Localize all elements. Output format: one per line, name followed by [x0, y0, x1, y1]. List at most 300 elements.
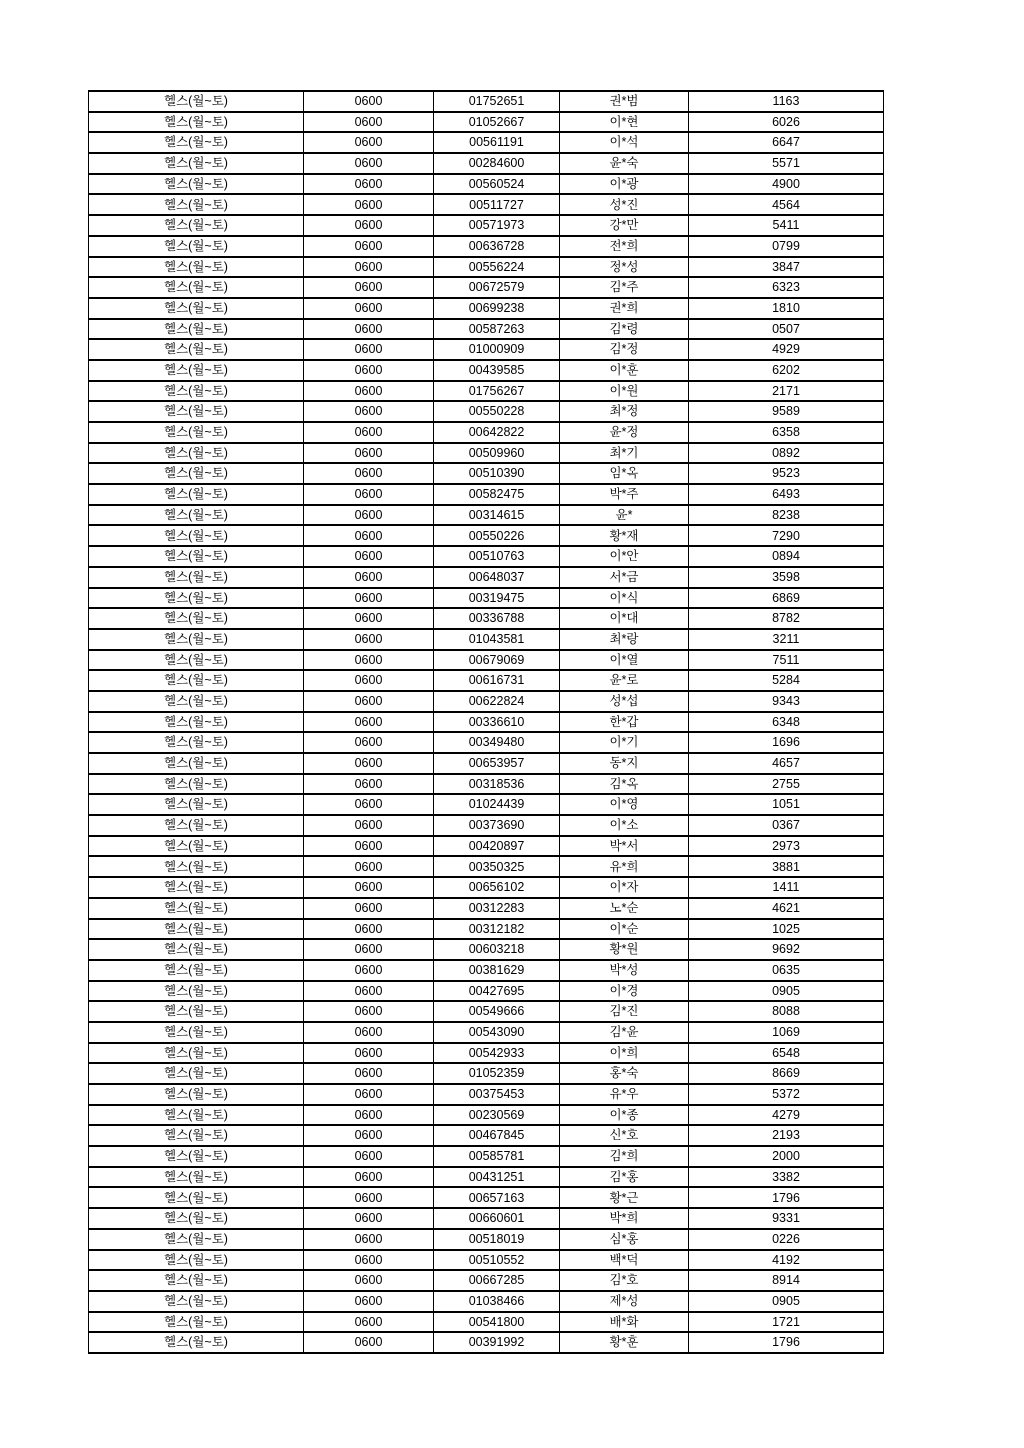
table-row: [89, 1022, 884, 1043]
cell-member-id: 00656102: [434, 877, 560, 898]
cell-member-id: 00314615: [434, 505, 560, 526]
table-row: [89, 153, 884, 174]
cell-time: 0600: [304, 319, 434, 340]
cell-time: 0600: [304, 1105, 434, 1126]
cell-code: 0905: [689, 1291, 884, 1312]
cell-member-id: 00543090: [434, 1022, 560, 1043]
cell-member-id: 00585781: [434, 1146, 560, 1167]
cell-name: 성*진: [560, 194, 689, 215]
cell-name: 이*원: [560, 381, 689, 402]
cell-code: 6026: [689, 112, 884, 133]
cell-program: 헬스(월~토): [89, 132, 304, 153]
cell-program: 헬스(월~토): [89, 836, 304, 857]
table-row: [89, 753, 884, 774]
cell-name: 이*안: [560, 546, 689, 567]
cell-code: 0894: [689, 546, 884, 567]
cell-time: 0600: [304, 898, 434, 919]
cell-program: 헬스(월~토): [89, 484, 304, 505]
cell-time: 0600: [304, 1270, 434, 1291]
table-row: [89, 174, 884, 195]
cell-program: 헬스(월~토): [89, 815, 304, 836]
cell-name: 윤*: [560, 505, 689, 526]
cell-time: 0600: [304, 960, 434, 981]
cell-program: 헬스(월~토): [89, 1105, 304, 1126]
cell-member-id: 00603218: [434, 939, 560, 960]
cell-name: 황*근: [560, 1187, 689, 1208]
cell-time: 0600: [304, 670, 434, 691]
table-row: [89, 319, 884, 340]
cell-time: 0600: [304, 856, 434, 877]
cell-code: 0226: [689, 1229, 884, 1250]
cell-code: 2973: [689, 836, 884, 857]
cell-name: 이*광: [560, 174, 689, 195]
roster-table-body: [89, 91, 884, 1353]
cell-member-id: 01756267: [434, 381, 560, 402]
cell-member-id: 00636728: [434, 236, 560, 257]
cell-member-id: 00571973: [434, 215, 560, 236]
cell-code: 8238: [689, 505, 884, 526]
cell-name: 최*기: [560, 443, 689, 464]
table-row: [89, 401, 884, 422]
cell-member-id: 00660601: [434, 1208, 560, 1229]
cell-time: 0600: [304, 608, 434, 629]
cell-code: 0799: [689, 236, 884, 257]
cell-code: 5284: [689, 670, 884, 691]
cell-name: 한*갑: [560, 712, 689, 733]
cell-member-id: 00350325: [434, 856, 560, 877]
cell-program: 헬스(월~토): [89, 381, 304, 402]
cell-name: 유*우: [560, 1084, 689, 1105]
cell-code: 1796: [689, 1187, 884, 1208]
table-row: [89, 856, 884, 877]
table-row: [89, 422, 884, 443]
cell-code: 0892: [689, 443, 884, 464]
cell-member-id: 00699238: [434, 298, 560, 319]
table-row: [89, 1332, 884, 1353]
cell-time: 0600: [304, 257, 434, 278]
cell-name: 이*자: [560, 877, 689, 898]
cell-time: 0600: [304, 774, 434, 795]
cell-time: 0600: [304, 1001, 434, 1022]
cell-time: 0600: [304, 588, 434, 609]
cell-code: 4279: [689, 1105, 884, 1126]
cell-name: 박*서: [560, 836, 689, 857]
cell-code: 5571: [689, 153, 884, 174]
cell-name: 홍*숙: [560, 1063, 689, 1084]
cell-time: 0600: [304, 939, 434, 960]
cell-name: 노*순: [560, 898, 689, 919]
cell-program: 헬스(월~토): [89, 236, 304, 257]
cell-name: 이*희: [560, 1043, 689, 1064]
cell-name: 이*석: [560, 132, 689, 153]
cell-time: 0600: [304, 1229, 434, 1250]
cell-time: 0600: [304, 505, 434, 526]
cell-member-id: 00336788: [434, 608, 560, 629]
cell-program: 헬스(월~토): [89, 1022, 304, 1043]
cell-member-id: 01052667: [434, 112, 560, 133]
cell-name: 권*범: [560, 91, 689, 112]
table-row: [89, 981, 884, 1002]
table-row: [89, 1043, 884, 1064]
cell-time: 0600: [304, 1043, 434, 1064]
cell-member-id: 01000909: [434, 339, 560, 360]
cell-member-id: 00511727: [434, 194, 560, 215]
cell-time: 0600: [304, 691, 434, 712]
cell-name: 이*경: [560, 981, 689, 1002]
table-row: [89, 670, 884, 691]
table-row: [89, 1084, 884, 1105]
cell-code: 2193: [689, 1125, 884, 1146]
cell-code: 3847: [689, 257, 884, 278]
cell-program: 헬스(월~토): [89, 1125, 304, 1146]
cell-program: 헬스(월~토): [89, 1063, 304, 1084]
cell-code: 9523: [689, 463, 884, 484]
cell-program: 헬스(월~토): [89, 898, 304, 919]
cell-program: 헬스(월~토): [89, 298, 304, 319]
cell-name: 이*열: [560, 650, 689, 671]
table-row: [89, 1167, 884, 1188]
cell-name: 김*윤: [560, 1022, 689, 1043]
cell-code: 4564: [689, 194, 884, 215]
cell-time: 0600: [304, 1063, 434, 1084]
cell-program: 헬스(월~토): [89, 174, 304, 195]
cell-program: 헬스(월~토): [89, 1250, 304, 1271]
cell-code: 8088: [689, 1001, 884, 1022]
cell-time: 0600: [304, 732, 434, 753]
cell-code: 1721: [689, 1312, 884, 1333]
cell-program: 헬스(월~토): [89, 774, 304, 795]
cell-name: 김*홍: [560, 1167, 689, 1188]
cell-time: 0600: [304, 194, 434, 215]
table-row: [89, 608, 884, 629]
cell-program: 헬스(월~토): [89, 732, 304, 753]
cell-time: 0600: [304, 381, 434, 402]
cell-member-id: 00431251: [434, 1167, 560, 1188]
table-row: [89, 629, 884, 650]
cell-program: 헬스(월~토): [89, 981, 304, 1002]
cell-program: 헬스(월~토): [89, 1312, 304, 1333]
cell-program: 헬스(월~토): [89, 1187, 304, 1208]
cell-name: 황*원: [560, 939, 689, 960]
cell-time: 0600: [304, 1084, 434, 1105]
cell-name: 김*호: [560, 1270, 689, 1291]
cell-code: 0905: [689, 981, 884, 1002]
table-row: [89, 774, 884, 795]
cell-time: 0600: [304, 753, 434, 774]
table-row: [89, 588, 884, 609]
cell-program: 헬스(월~토): [89, 1167, 304, 1188]
cell-name: 윤*로: [560, 670, 689, 691]
cell-program: 헬스(월~토): [89, 670, 304, 691]
table-row: [89, 525, 884, 546]
cell-time: 0600: [304, 1250, 434, 1271]
table-row: [89, 836, 884, 857]
cell-code: 2171: [689, 381, 884, 402]
cell-code: 0367: [689, 815, 884, 836]
cell-code: 8782: [689, 608, 884, 629]
cell-code: 6202: [689, 360, 884, 381]
cell-name: 이*기: [560, 732, 689, 753]
cell-time: 0600: [304, 794, 434, 815]
cell-time: 0600: [304, 525, 434, 546]
cell-program: 헬스(월~토): [89, 443, 304, 464]
cell-time: 0600: [304, 1187, 434, 1208]
cell-member-id: 00653957: [434, 753, 560, 774]
cell-code: 9589: [689, 401, 884, 422]
cell-program: 헬스(월~토): [89, 277, 304, 298]
cell-program: 헬스(월~토): [89, 463, 304, 484]
table-row: [89, 215, 884, 236]
cell-code: 8669: [689, 1063, 884, 1084]
cell-time: 0600: [304, 919, 434, 940]
cell-member-id: 00336610: [434, 712, 560, 733]
cell-time: 0600: [304, 546, 434, 567]
cell-member-id: 00672579: [434, 277, 560, 298]
cell-name: 김*주: [560, 277, 689, 298]
cell-code: 2000: [689, 1146, 884, 1167]
table-row: [89, 298, 884, 319]
cell-code: 9692: [689, 939, 884, 960]
cell-name: 황*재: [560, 525, 689, 546]
cell-member-id: 00550226: [434, 525, 560, 546]
cell-member-id: 01052359: [434, 1063, 560, 1084]
table-row: [89, 650, 884, 671]
table-row: [89, 691, 884, 712]
cell-name: 권*희: [560, 298, 689, 319]
cell-name: 배*화: [560, 1312, 689, 1333]
table-row: [89, 1250, 884, 1271]
table-row: [89, 277, 884, 298]
cell-time: 0600: [304, 650, 434, 671]
cell-name: 이*대: [560, 608, 689, 629]
cell-time: 0600: [304, 339, 434, 360]
table-row: [89, 1125, 884, 1146]
cell-time: 0600: [304, 298, 434, 319]
cell-member-id: 00510552: [434, 1250, 560, 1271]
cell-time: 0600: [304, 360, 434, 381]
cell-member-id: 00318536: [434, 774, 560, 795]
table-row: [89, 257, 884, 278]
cell-time: 0600: [304, 1022, 434, 1043]
cell-code: 4929: [689, 339, 884, 360]
cell-time: 0600: [304, 629, 434, 650]
table-row: [89, 898, 884, 919]
cell-member-id: 00648037: [434, 567, 560, 588]
cell-member-id: 00616731: [434, 670, 560, 691]
table-row: [89, 381, 884, 402]
table-row: [89, 1063, 884, 1084]
cell-name: 김*진: [560, 1001, 689, 1022]
cell-program: 헬스(월~토): [89, 691, 304, 712]
cell-name: 김*령: [560, 319, 689, 340]
cell-name: 이*훈: [560, 360, 689, 381]
table-row: [89, 443, 884, 464]
cell-code: 6647: [689, 132, 884, 153]
cell-code: 0507: [689, 319, 884, 340]
table-row: [89, 1291, 884, 1312]
cell-name: 이*소: [560, 815, 689, 836]
table-row: [89, 112, 884, 133]
cell-time: 0600: [304, 215, 434, 236]
cell-time: 0600: [304, 1291, 434, 1312]
cell-name: 심*홍: [560, 1229, 689, 1250]
cell-name: 박*희: [560, 1208, 689, 1229]
cell-code: 0635: [689, 960, 884, 981]
table-row: [89, 339, 884, 360]
cell-member-id: 00679069: [434, 650, 560, 671]
cell-member-id: 01024439: [434, 794, 560, 815]
cell-name: 이*식: [560, 588, 689, 609]
cell-code: 1051: [689, 794, 884, 815]
cell-program: 헬스(월~토): [89, 257, 304, 278]
cell-name: 동*지: [560, 753, 689, 774]
cell-code: 6358: [689, 422, 884, 443]
cell-time: 0600: [304, 712, 434, 733]
cell-code: 4621: [689, 898, 884, 919]
cell-member-id: 00518019: [434, 1229, 560, 1250]
cell-time: 0600: [304, 153, 434, 174]
cell-time: 0600: [304, 1146, 434, 1167]
cell-time: 0600: [304, 112, 434, 133]
cell-code: 1163: [689, 91, 884, 112]
cell-program: 헬스(월~토): [89, 153, 304, 174]
cell-code: 6869: [689, 588, 884, 609]
cell-program: 헬스(월~토): [89, 1270, 304, 1291]
cell-program: 헬스(월~토): [89, 712, 304, 733]
cell-code: 7290: [689, 525, 884, 546]
cell-code: 6548: [689, 1043, 884, 1064]
cell-code: 6493: [689, 484, 884, 505]
cell-member-id: 00284600: [434, 153, 560, 174]
cell-time: 0600: [304, 1312, 434, 1333]
table-row: [89, 794, 884, 815]
cell-time: 0600: [304, 401, 434, 422]
cell-name: 김*정: [560, 339, 689, 360]
cell-code: 3598: [689, 567, 884, 588]
cell-time: 0600: [304, 1208, 434, 1229]
cell-member-id: 00657163: [434, 1187, 560, 1208]
table-row: [89, 919, 884, 940]
cell-code: 5372: [689, 1084, 884, 1105]
cell-member-id: 00312283: [434, 898, 560, 919]
cell-code: 4900: [689, 174, 884, 195]
table-row: [89, 132, 884, 153]
cell-code: 4657: [689, 753, 884, 774]
cell-member-id: 00642822: [434, 422, 560, 443]
cell-name: 윤*숙: [560, 153, 689, 174]
cell-member-id: 00427695: [434, 981, 560, 1002]
cell-program: 헬스(월~토): [89, 360, 304, 381]
table-row: [89, 1312, 884, 1333]
cell-member-id: 00420897: [434, 836, 560, 857]
table-row: [89, 484, 884, 505]
cell-member-id: 00622824: [434, 691, 560, 712]
cell-member-id: 00467845: [434, 1125, 560, 1146]
cell-code: 1411: [689, 877, 884, 898]
cell-member-id: 00561191: [434, 132, 560, 153]
table-row: [89, 815, 884, 836]
cell-member-id: 00381629: [434, 960, 560, 981]
cell-program: 헬스(월~토): [89, 629, 304, 650]
cell-member-id: 00391992: [434, 1332, 560, 1353]
cell-member-id: 00373690: [434, 815, 560, 836]
cell-time: 0600: [304, 277, 434, 298]
table-row: [89, 567, 884, 588]
cell-member-id: 00549666: [434, 1001, 560, 1022]
cell-program: 헬스(월~토): [89, 939, 304, 960]
cell-program: 헬스(월~토): [89, 112, 304, 133]
table-row: [89, 546, 884, 567]
cell-code: 1069: [689, 1022, 884, 1043]
cell-member-id: 00230569: [434, 1105, 560, 1126]
cell-member-id: 00439585: [434, 360, 560, 381]
cell-code: 3382: [689, 1167, 884, 1188]
cell-name: 전*희: [560, 236, 689, 257]
table-row: [89, 194, 884, 215]
table-row: [89, 877, 884, 898]
cell-member-id: 00667285: [434, 1270, 560, 1291]
cell-member-id: 00510763: [434, 546, 560, 567]
cell-code: 8914: [689, 1270, 884, 1291]
cell-member-id: 00349480: [434, 732, 560, 753]
cell-code: 6348: [689, 712, 884, 733]
cell-member-id: 01043581: [434, 629, 560, 650]
cell-program: 헬스(월~토): [89, 91, 304, 112]
cell-name: 김*희: [560, 1146, 689, 1167]
cell-time: 0600: [304, 463, 434, 484]
cell-program: 헬스(월~토): [89, 1146, 304, 1167]
cell-code: 1025: [689, 919, 884, 940]
cell-member-id: 00542933: [434, 1043, 560, 1064]
cell-member-id: 01752651: [434, 91, 560, 112]
cell-time: 0600: [304, 1167, 434, 1188]
cell-time: 0600: [304, 422, 434, 443]
cell-name: 성*섭: [560, 691, 689, 712]
cell-code: 1796: [689, 1332, 884, 1353]
cell-member-id: 01038466: [434, 1291, 560, 1312]
cell-code: 6323: [689, 277, 884, 298]
cell-code: 7511: [689, 650, 884, 671]
cell-name: 제*성: [560, 1291, 689, 1312]
table-row: [89, 1105, 884, 1126]
cell-name: 최*랑: [560, 629, 689, 650]
cell-member-id: 00510390: [434, 463, 560, 484]
cell-member-id: 00560524: [434, 174, 560, 195]
cell-name: 임*옥: [560, 463, 689, 484]
cell-member-id: 00541800: [434, 1312, 560, 1333]
cell-program: 헬스(월~토): [89, 794, 304, 815]
cell-time: 0600: [304, 174, 434, 195]
cell-program: 헬스(월~토): [89, 1084, 304, 1105]
cell-name: 이*영: [560, 794, 689, 815]
cell-program: 헬스(월~토): [89, 567, 304, 588]
cell-program: 헬스(월~토): [89, 1332, 304, 1353]
cell-member-id: 00550228: [434, 401, 560, 422]
table-row: [89, 712, 884, 733]
cell-code: 4192: [689, 1250, 884, 1271]
cell-program: 헬스(월~토): [89, 1043, 304, 1064]
membership-roster-table: [88, 90, 884, 1354]
cell-name: 유*희: [560, 856, 689, 877]
cell-member-id: 00582475: [434, 484, 560, 505]
table-row: [89, 960, 884, 981]
cell-program: 헬스(월~토): [89, 919, 304, 940]
cell-program: 헬스(월~토): [89, 319, 304, 340]
cell-time: 0600: [304, 877, 434, 898]
cell-program: 헬스(월~토): [89, 650, 304, 671]
cell-code: 5411: [689, 215, 884, 236]
cell-program: 헬스(월~토): [89, 877, 304, 898]
